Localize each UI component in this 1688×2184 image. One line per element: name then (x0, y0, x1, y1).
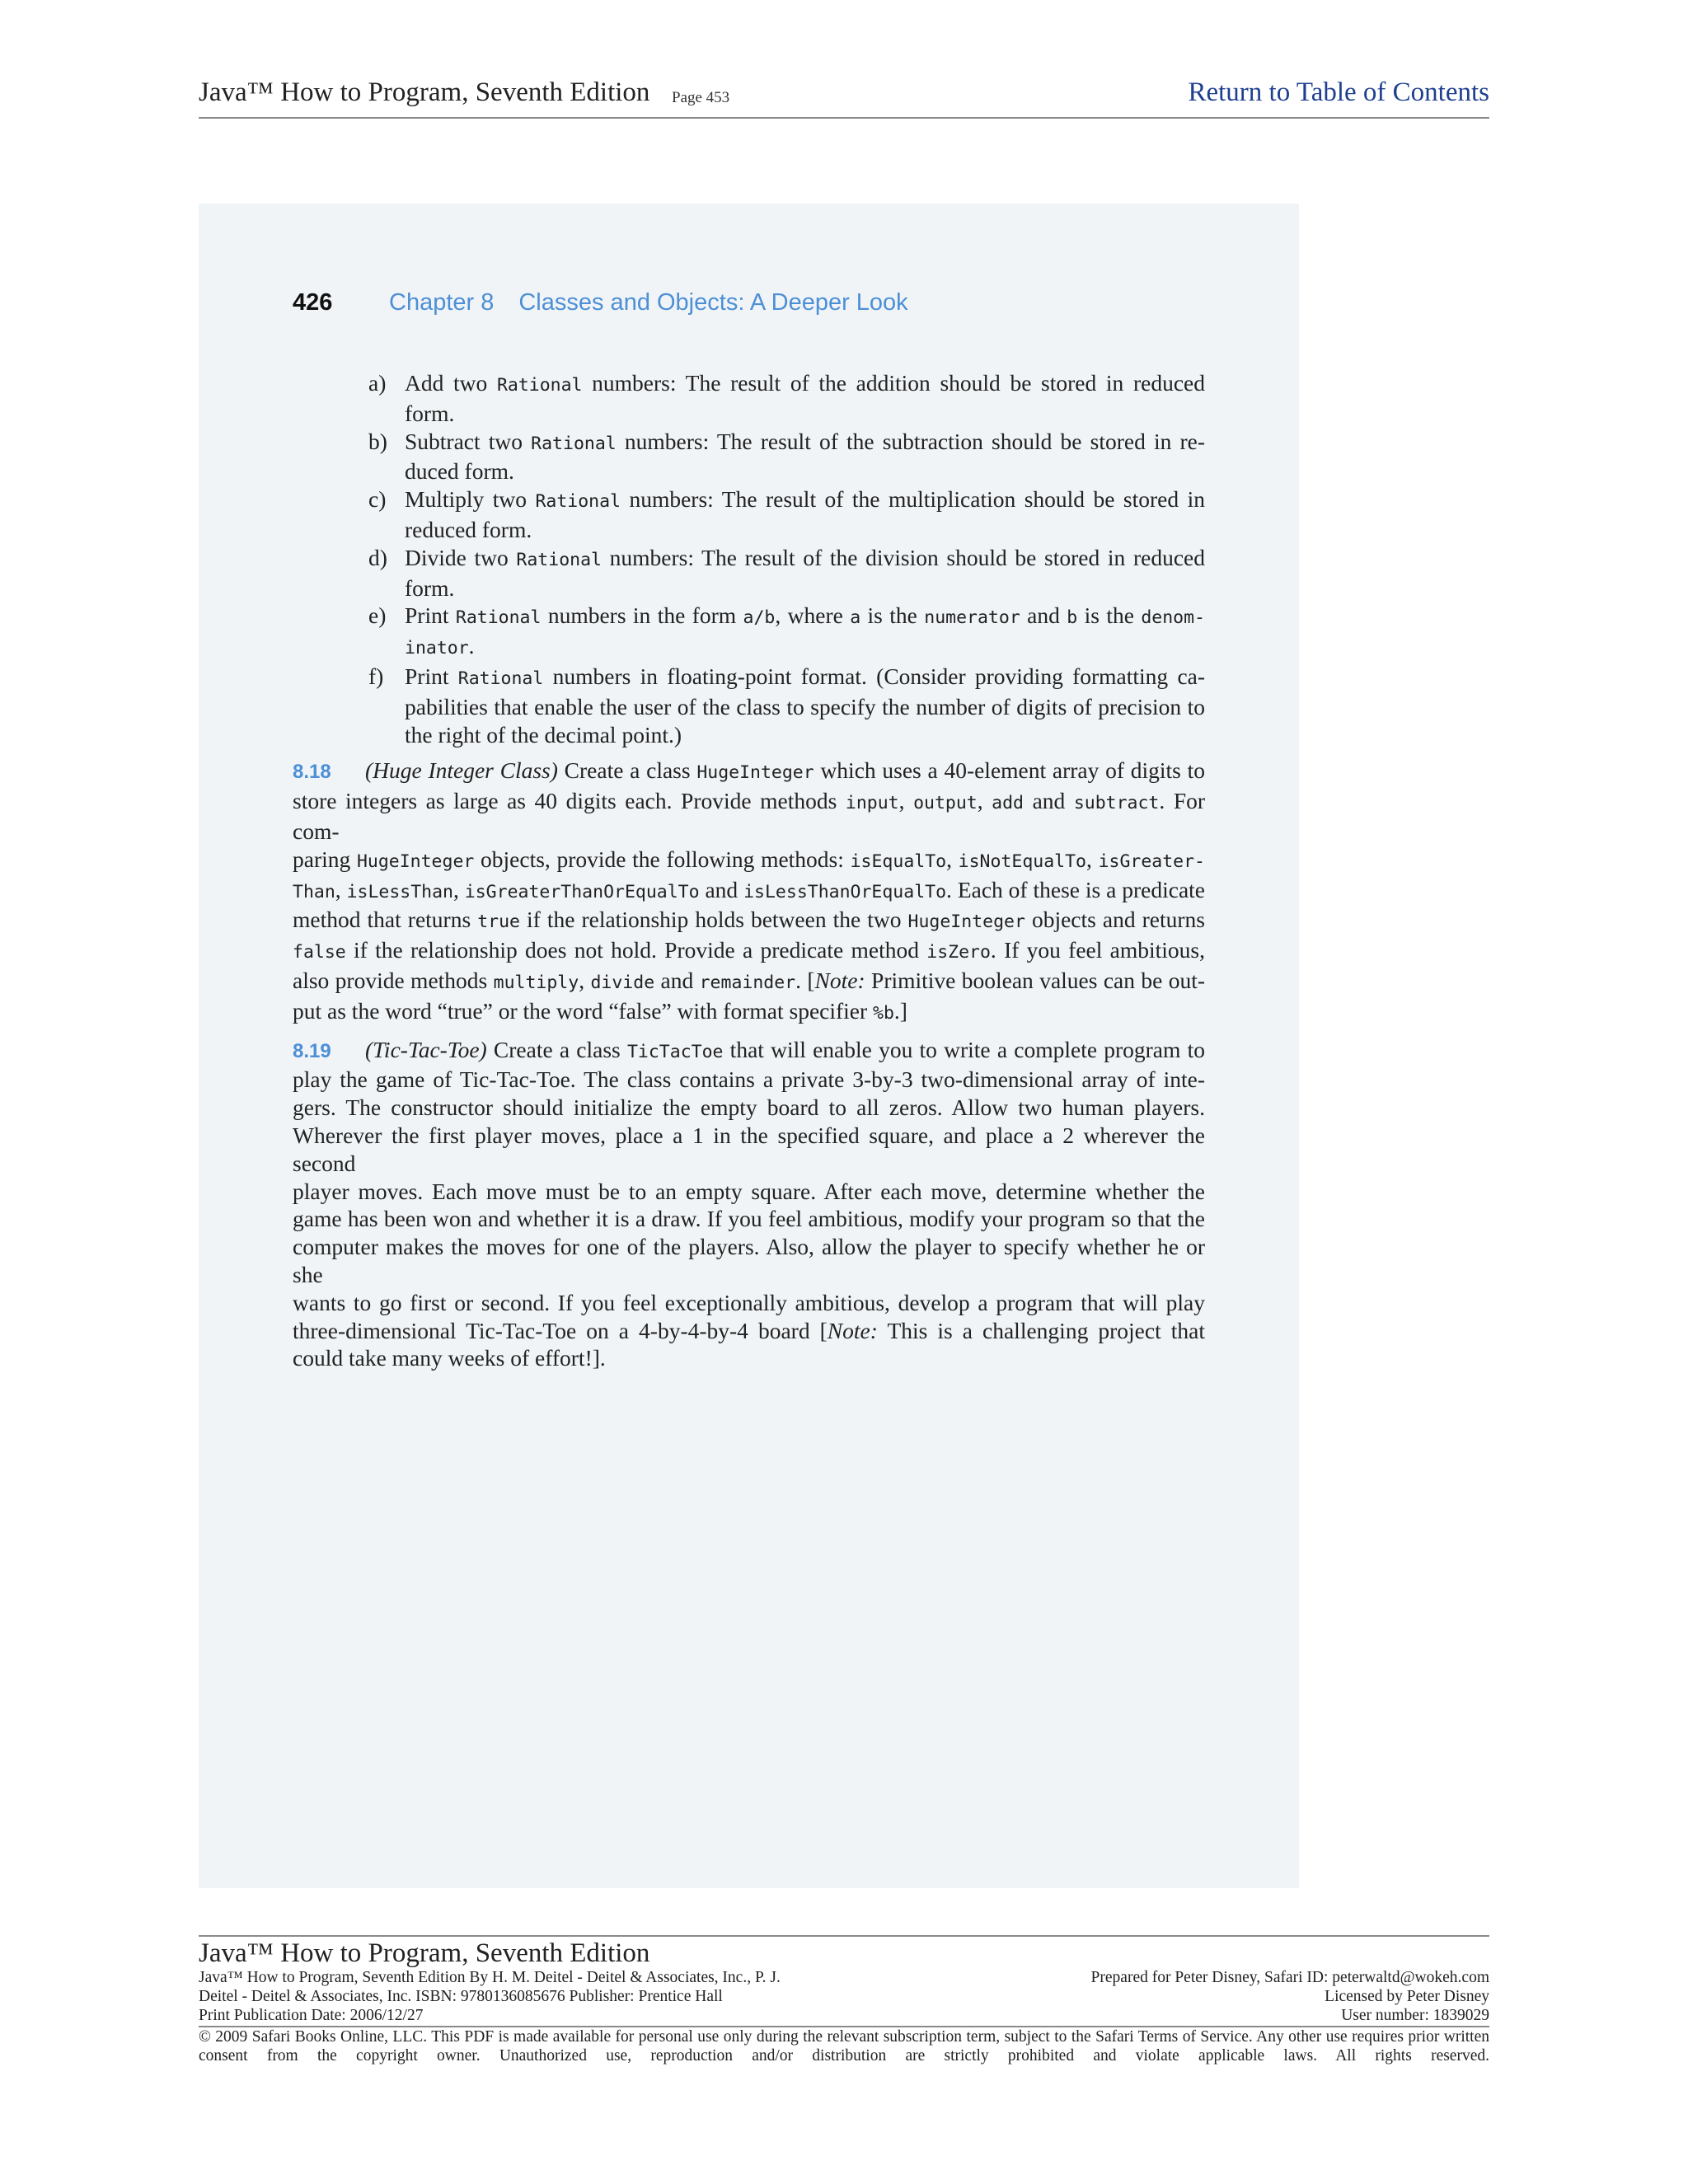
list-item: f) Print Rational numbers in floating-point format. (Consider providing formatting ca- pabilities that enable the user of the class to specify the number of digits of precision to the right of the decimal point.) (368, 663, 1206, 748)
exercise-number: 8.18 (293, 761, 331, 784)
exercise-8-19: 8.19 (Tic-Tac-Toe) Create a class TicTacToe that will enable you to write a complete program to play the game of Tic-Tac-Toe. The class contains a private 3-by-3 two-dimensional array of inte- gers. The constructor should initialize the empty board to all zeros. Allow two human players. Wherever the first player moves, place a 1 in the specified square, and place a 2 wherever the second player moves. Each move must be to an empty square. After each move, determine whether the game has been won and whether it is a draw. If you feel ambitious, modify your program so that the computer makes the moves for one of the players. Also, allow the player to specify whether he or she wants to go first or second. If you feel exceptionally ambitious, develop a program that will play three-dimensional Tic-Tac-Toe on a 4-by-4-by-4 board [Note: This is a challenging project that could take many weeks of effort!]. (293, 1036, 1205, 1371)
footer-row: Java™ How to Program, Seventh Edition By H. M. Deitel - Deitel & Associates, Inc., P. J. Prepared for Peter Disney, Safari ID: peterwaltd@wokeh.com (199, 1969, 1489, 1986)
exercise-number: 8.19 (293, 1039, 331, 1062)
exercise-8-18: 8.18 (Huge Integer Class) Create a class HugeInteger which uses a 40-element array of digits to store integers as large as 40 digits each. Provide methods input, output, add and subtract. For com- paring HugeInteger objects, provide the following methods: isEqualTo, isNotEqualTo, isGreater- Than, isLessThan, isGreaterThanOrEqualTo and isLessThanOrEqualTo. Each of these is a predicate method that returns true if the relationship holds between the two HugeInteger objects and returns false if the relationship does not hold. Provide a predicate method isZero. If you feel ambitious, also provide methods multiply, divide and remainder. [Note: Primitive boolean values can be out- put as the word “true” or the word “false” with format specifier %b.] (293, 757, 1206, 1024)
page-body (293, 369, 1205, 1372)
page-header (199, 77, 1489, 119)
page-label: Page 453 (672, 89, 730, 106)
chapter-title: Classes and Objects: A Deeper Look (518, 289, 908, 316)
page-footer (199, 1935, 1489, 2065)
list-item: e) Print Rational numbers in the form a/b, where a is the numerator and b is the denom- inator. (368, 602, 1205, 659)
chapter-heading (389, 289, 908, 316)
exercise-title: (Tic-Tac-Toe) (365, 1036, 487, 1062)
footer-title: Java™ How to Program, Seventh Edition (199, 1938, 650, 1968)
exercise-title: (Huge Integer Class) (365, 757, 558, 784)
footer-row: Print Publication Date: 2006/12/27 User number: 1839029 (199, 2007, 1489, 2027)
toc-link[interactable]: Return to Table of Contents (1188, 77, 1489, 107)
list-item: d) Divide two Rational numbers: The result of the division should be stored in reduced form. (368, 544, 1205, 601)
list-item: b) Subtract two Rational numbers: The result of the subtraction should be stored in re- duced form. (368, 428, 1205, 485)
page-number: 426 (293, 289, 333, 316)
list-item: c) Multiply two Rational numbers: The result of the multiplication should be stored in reduced form. (368, 486, 1205, 542)
chapter-label: Chapter 8 (389, 289, 495, 316)
list-item: a) Add two Rational numbers: The result of the addition should be stored in reduced form. (368, 370, 1205, 426)
footer-row: Deitel - Deitel & Associates, Inc. ISBN: 9780136085676 Publisher: Prentice Hall Licensed by Peter Disney (199, 1988, 1489, 2005)
copyright-notice: © 2009 Safari Books Online, LLC. This PDF is made available for personal use only during the relevant subscription term, subject to the Safari Terms of Service. Any other use requires prior written consent from the copyright owner. Unauthorized use, reproduction and/or distribution are strictly prohibited and violate applicable laws. All rights reserved. (199, 2028, 1489, 2064)
book-title: Java™ How to Program, Seventh Edition (199, 77, 650, 107)
